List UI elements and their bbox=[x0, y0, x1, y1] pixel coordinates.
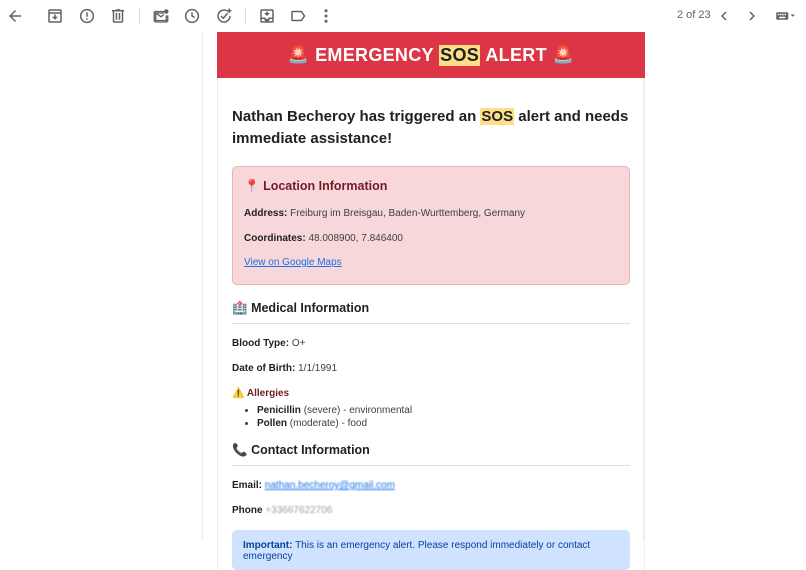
sos-alert-card bbox=[217, 32, 645, 570]
chevron-left-icon[interactable] bbox=[712, 4, 736, 28]
more-vert-icon[interactable] bbox=[314, 4, 338, 28]
keyboard-icon[interactable] bbox=[772, 4, 800, 28]
email-body bbox=[202, 32, 644, 562]
email-row: Email: nathan.becheroy@gmail.com bbox=[232, 480, 396, 491]
contact-phone-value: +33667622706 bbox=[265, 505, 333, 516]
phone-icon: 📞 bbox=[232, 443, 248, 457]
back-arrow-icon[interactable] bbox=[3, 4, 27, 28]
address-row: Address: Freiburg im Breisgau, Baden-Wurttemberg, Germany bbox=[244, 208, 526, 219]
pagination-count: 2 of 23 bbox=[677, 9, 711, 21]
allergies-list bbox=[232, 405, 630, 429]
siren-icon: 🚨 bbox=[552, 45, 575, 64]
snooze-icon[interactable] bbox=[180, 4, 204, 28]
list-item: • Penicillin (severe) - environmental bbox=[257, 405, 630, 416]
siren-icon: 🚨 bbox=[287, 45, 310, 64]
move-to-icon[interactable] bbox=[255, 4, 279, 28]
important-notice: Important: This is an emergency alert. Please respond immediately or contact emergency bbox=[232, 530, 630, 570]
emergency-banner bbox=[217, 32, 645, 78]
banner-prefix: EMERGENCY bbox=[315, 44, 434, 65]
contact-email-link[interactable]: nathan.becheroy@gmail.com bbox=[264, 480, 396, 491]
location-title: 📍 Location Information bbox=[244, 179, 388, 193]
phone-row: Phone +33667622706 bbox=[232, 505, 333, 516]
contact-section-title: 📞 Contact Information bbox=[232, 443, 630, 466]
banner-highlight: SOS bbox=[440, 44, 480, 65]
google-maps-link[interactable]: View on Google Maps bbox=[244, 257, 342, 268]
dob-row: Date of Birth: 1/1/1991 bbox=[232, 363, 338, 374]
allergies-title: ⚠️ Allergies bbox=[232, 388, 290, 399]
coordinates-row: Coordinates: 48.008900, 7.846400 bbox=[244, 233, 403, 244]
mark-unread-icon[interactable] bbox=[149, 4, 173, 28]
headline-highlight: SOS bbox=[481, 108, 514, 125]
list-item: • Pollen (moderate) - food bbox=[257, 418, 630, 429]
pin-icon: 📍 bbox=[244, 179, 260, 193]
add-task-icon[interactable] bbox=[212, 4, 236, 28]
email-toolbar bbox=[0, 0, 806, 32]
label-icon[interactable] bbox=[286, 4, 310, 28]
hospital-icon: 🏥 bbox=[232, 301, 248, 315]
archive-icon[interactable] bbox=[43, 4, 67, 28]
medical-section-title: 🏥 Medical Information bbox=[232, 301, 630, 324]
report-spam-icon[interactable] bbox=[75, 4, 99, 28]
delete-icon[interactable] bbox=[106, 4, 130, 28]
blood-type-row: Blood Type: O+ bbox=[232, 338, 306, 349]
alert-headline: Nathan Becheroy has triggered an SOS alert and needs immediate assistance! bbox=[232, 108, 629, 147]
toolbar-divider bbox=[139, 8, 140, 24]
location-panel bbox=[232, 166, 630, 285]
warning-icon: ⚠️ bbox=[232, 388, 245, 399]
alert-content bbox=[217, 78, 645, 570]
banner-suffix: ALERT bbox=[485, 44, 547, 65]
toolbar-divider bbox=[245, 8, 246, 24]
chevron-right-icon[interactable] bbox=[740, 4, 764, 28]
